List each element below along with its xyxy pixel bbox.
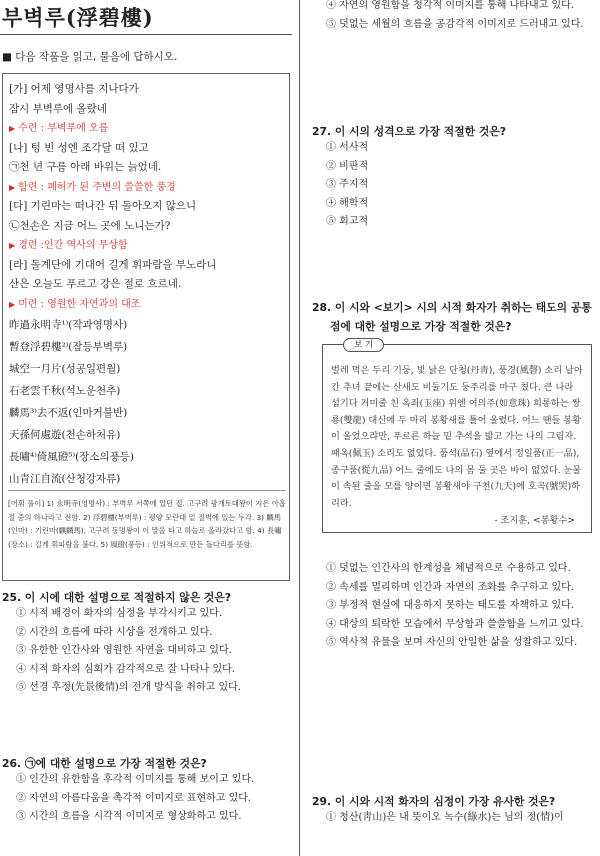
q27-option-3: ③ 주지적 xyxy=(326,179,369,191)
poem-line xyxy=(9,100,283,120)
hanmun-lines xyxy=(9,314,283,490)
question-29-title: 29. 이 시와 시적 화자의 심정이 가장 유사한 것은? xyxy=(312,795,556,808)
q27-option-4: ④ 해학적 xyxy=(326,197,369,209)
question-28-title-line2: 점에 대한 설명으로 가장 적절한 것은? xyxy=(330,320,512,333)
question-28-title-line1: 28. 이 시와 <보기> 시의 시적 화자가 취하는 태도의 공통 xyxy=(312,301,592,314)
hanmun-line-5: 麟馬³⁾去不返(인마거불반) xyxy=(9,407,128,419)
question-28 xyxy=(312,300,600,334)
hanmun-line-1: 昨過永明寺¹⁾(작과영명사) xyxy=(9,319,128,331)
poem-line-text: 수련 : 부벽루에 오름 xyxy=(18,123,109,134)
q28-option-5: ⑤ 역사적 유물을 보며 자신의 안일한 삶을 성찰하고 있다. xyxy=(326,637,578,649)
q26-option-3: ③ 시간의 흐름을 시각적 이미지로 형상화하고 있다. xyxy=(16,811,242,823)
play-triangle-icon: ▶ xyxy=(9,299,16,309)
question-26-continued xyxy=(312,0,600,34)
question-26-options xyxy=(2,771,292,827)
poem-line-text: 함련 : 폐허가 된 주변의 쓸쓸한 풍경 xyxy=(18,181,176,193)
play-triangle-icon: ▶ xyxy=(9,182,16,192)
poem-line xyxy=(9,197,283,217)
poem-line xyxy=(9,158,283,178)
instruction-text: ■ 다음 작품을 읽고, 물음에 답하시오. xyxy=(2,51,178,63)
poem-line-text: [가] 어제 영명사를 지나다가 xyxy=(9,83,139,95)
question-26 xyxy=(2,756,292,827)
hanmun-line-7: 長嘯⁴⁾倚風磴⁵⁾(장소의풍등) xyxy=(9,451,134,463)
question-25-title: 25. 이 시에 대한 설명으로 적절하지 않은 것은? xyxy=(2,591,232,604)
bogi-text: 벌레 먹은 두리 기둥, 빛 낡은 단청(丹靑), 풍경(風磬) 소리 날아간 추녀 끝에는 산새도 비둘기도 둥주리를 마구 쳤다. 큰 나라 섬기다 거미줄 친 옥좌(玉座) 위엔 여의주(如意珠) 희롱하는 쌍룡(雙龍) 대신에 두 마리 봉황새를 틀어 올렸다. 어느 땐들 봉황이 울었으랴만, 푸르른 하늘 밑 추석을 밟고 가는 나의 그림자. 패옥(佩玉) 소리도 없었다. 품석(品石) 옆에서 정일품(正一品), 종구품(從九品) 어느 줄에도 나의 몸 둘 곳은 바이 없었다. 눈물이 속된 줄을 모를 양이면 봉황새야 구천(九天)에 호곡(號哭)하리라. xyxy=(331,365,583,509)
title-rule xyxy=(0,34,292,35)
q25-option-1: ① 시적 배경이 화자의 심정을 부각시키고 있다. xyxy=(16,608,223,619)
q26-option-cont-2: ⑤ 덧없는 세월의 흐름을 공감각적 이미지로 드러내고 있다. xyxy=(326,18,584,30)
poem-line-text: 산은 오늘도 푸르고 강은 절로 흐르네. xyxy=(9,278,182,290)
bogi-author: - 조지훈, <봉황수> xyxy=(494,515,575,527)
poem-annotation xyxy=(9,178,283,198)
column-divider xyxy=(299,0,300,856)
q27-option-2: ② 비판적 xyxy=(326,160,369,172)
poem-line-text: ㉡천손은 지금 어느 곳에 노니는가? xyxy=(9,219,171,232)
q28-option-2: ② 속세를 멀리하며 인간과 자연의 조화를 추구하고 있다. xyxy=(326,581,574,593)
poem-line-text: 미련 : 영원한 자연과의 대조 xyxy=(18,298,141,310)
poem-line xyxy=(9,275,283,295)
q27-option-5: ⑤ 회고적 xyxy=(326,216,369,228)
q26-option-2: ② 자연의 아름다움을 촉각적 이미지로 표현하고 있다. xyxy=(16,792,252,804)
q25-option-2: ② 시간의 흐름에 따라 시상을 전개하고 있다. xyxy=(16,626,213,638)
q25-option-3: ③ 유한한 인간사와 영원한 자연을 대비하고 있다. xyxy=(16,645,232,657)
poem-line xyxy=(9,256,283,276)
question-27-title: 27. 이 시의 성격으로 가장 적절한 것은? xyxy=(312,125,506,138)
q25-option-5: ⑤ 선경 후정(先景後情)의 전개 방식을 취하고 있다. xyxy=(16,682,241,694)
poem-line-text: ㉠천 년 구름 아래 바위는 늙었네. xyxy=(9,161,162,173)
hanmun-line-2: 暫登浮碧樓²⁾(잠등부벽루) xyxy=(9,341,128,353)
question-29 xyxy=(312,794,600,828)
left-column xyxy=(0,0,292,856)
hanmun-line-6: 天孫何處遊(천손하처유) xyxy=(9,429,121,441)
q29-option-1: ① 청산(靑山)은 내 뜻이오 녹수(綠水)는 님의 정(情)이 xyxy=(326,812,564,823)
poem-annotation xyxy=(9,236,283,256)
poem-line xyxy=(9,139,283,159)
play-triangle-icon: ▶ xyxy=(9,124,16,133)
question-28-options xyxy=(312,560,600,653)
vocabulary-note: [어휘 풀이] 1) 永明寺(영명사) : 부벽루 서쪽에 있던 절. 고구려 광개토대왕이 지은 아홉 절 중의 하나라고 전함. 2) 浮碧樓(부벽루) : 평양 모란대 밑 절벽에 있는 누각. 3) 麟馬(인마) : 기린마(麒麟馬), 고구려 동명왕이 이 말을 타고 하늘로 올라갔다고 함. 4) 長嘯(장소) : 길게 휘파람을 불다. 5) 風磴(풍등) : 인위적으로 만든 돌다리를 뜻함. xyxy=(8,490,286,551)
bogi-box xyxy=(322,340,592,533)
poem-annotation xyxy=(9,119,283,139)
question-25-options xyxy=(2,605,292,698)
q26-option-1: ① 인간의 유한함을 후각적 이미지를 통해 보이고 있다. xyxy=(16,774,255,785)
q28-option-4: ④ 대상의 퇴락한 모습에서 무상함과 쓸쓸함을 느끼고 있다. xyxy=(326,618,584,630)
poem-line-text: [나] 텅 빈 성엔 조각달 떠 있고 xyxy=(9,141,149,154)
question-29-options xyxy=(312,809,600,828)
bogi-label: 보 기 xyxy=(343,338,384,352)
q26-option-cont-1: ④ 자연의 영원함을 청각적 이미지를 통해 나타내고 있다. xyxy=(326,0,574,11)
page-title: 부벽루(浮碧樓) xyxy=(2,5,154,30)
play-triangle-icon: ▶ xyxy=(9,241,16,250)
q27-option-1: ① 서사적 xyxy=(326,142,369,153)
poem-line-text: 잠시 부벽루에 올랐네 xyxy=(9,102,107,115)
question-25 xyxy=(2,590,292,698)
poem-line-text: 경련 :인간 역사의 무상함 xyxy=(18,240,128,251)
poem-lines xyxy=(9,80,283,314)
poem-line-text: [라] 돌계단에 기대어 길게 휘파람을 부노라니 xyxy=(9,258,217,271)
q25-option-4: ④ 시적 화자의 심회가 감각적으로 잘 나타나 있다. xyxy=(16,663,235,675)
poem-line xyxy=(9,80,283,100)
question-28-options-block xyxy=(312,560,600,653)
question-27 xyxy=(312,124,600,232)
question-27-options xyxy=(312,139,600,232)
right-column xyxy=(308,0,600,856)
poem-line xyxy=(9,217,283,237)
poem-line-text: [다] 기린마는 떠나간 뒤 돌아오지 않으니 xyxy=(9,200,197,212)
question-26-continued-options xyxy=(312,0,600,34)
poem-annotation xyxy=(9,295,283,315)
hanmun-line-4: 石老雲千秋(석노운천추) xyxy=(9,385,121,397)
question-26-title: 26. ㉠에 대한 설명으로 가장 적절한 것은? xyxy=(2,757,207,770)
q28-option-3: ③ 부정적 현실에 대응하지 못하는 태도를 자책하고 있다. xyxy=(326,600,574,612)
q28-option-1: ① 덧없는 인간사의 한계성을 체념적으로 수용하고 있다. xyxy=(326,563,571,574)
poem-box xyxy=(2,73,290,581)
hanmun-line-8: 山青江自流(산청강자류) xyxy=(9,473,121,485)
hanmun-line-3: 城空一月片(성공일편월) xyxy=(9,363,121,375)
